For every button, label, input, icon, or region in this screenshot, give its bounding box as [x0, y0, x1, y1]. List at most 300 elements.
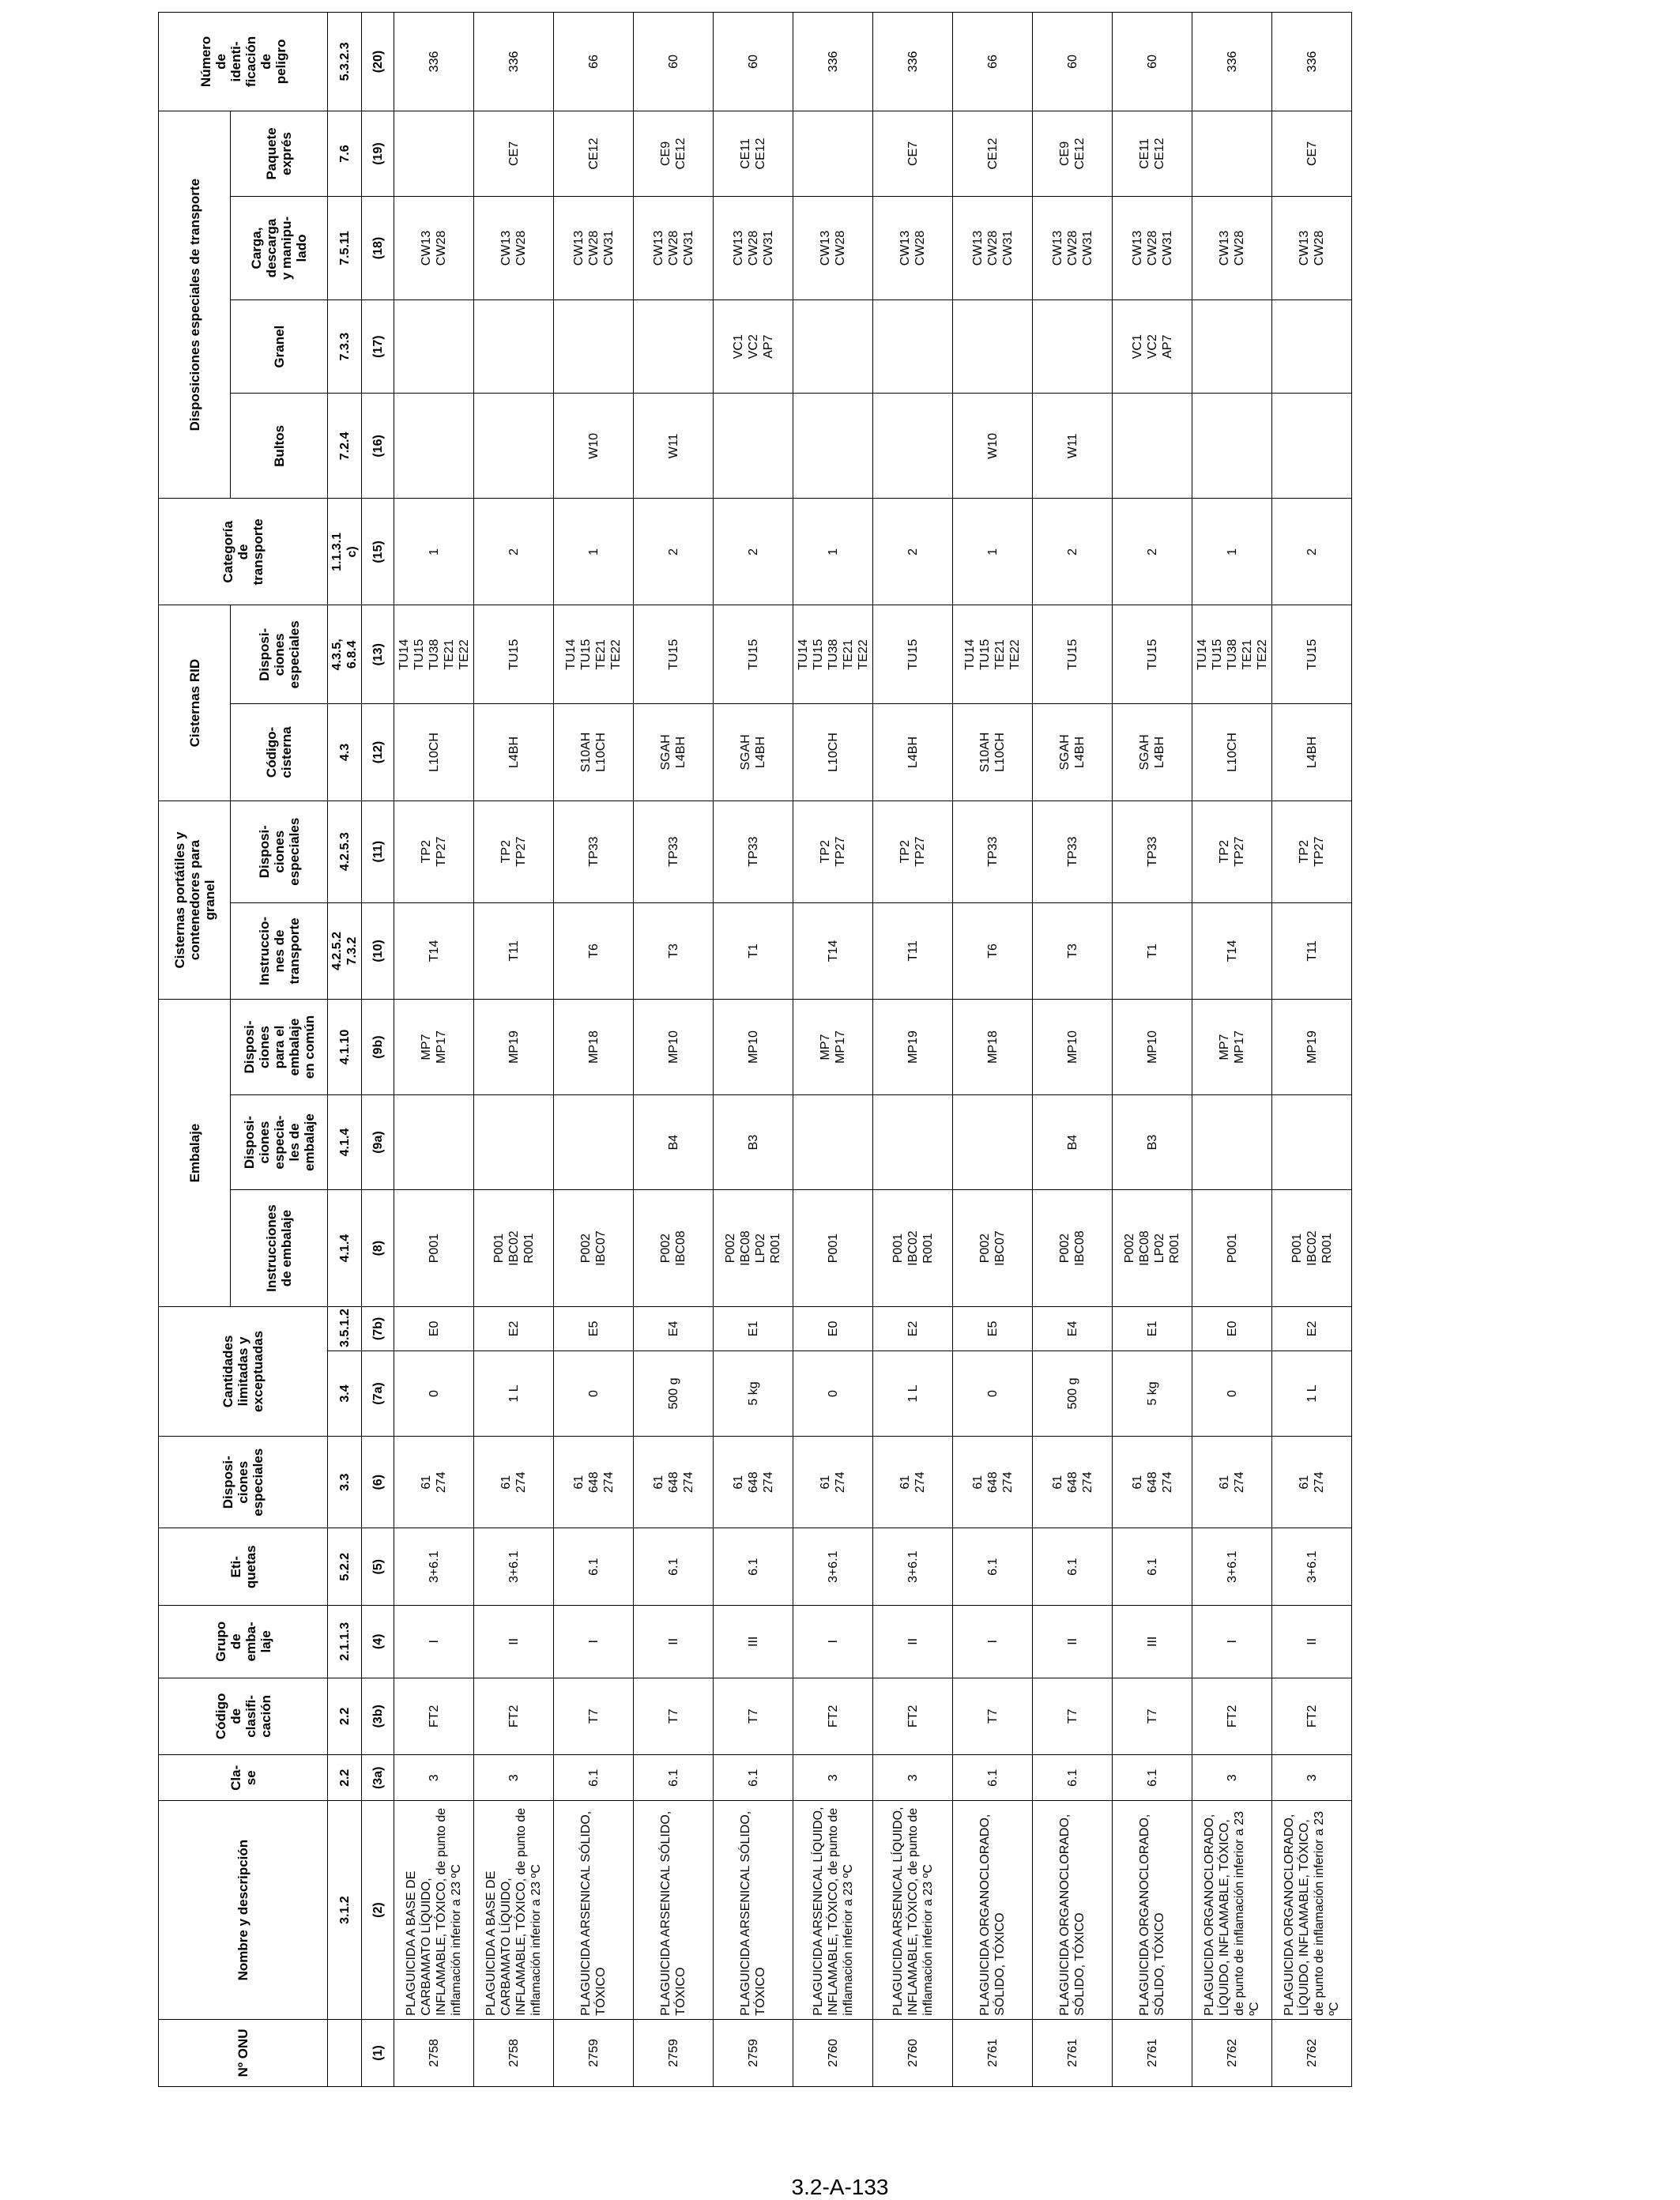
table-cell: TP2 TP27	[1272, 801, 1352, 902]
table-cell	[474, 1094, 554, 1190]
table-cell: TP2 TP27	[873, 801, 953, 902]
cell-name: PLAGUICIDA ORGANOCLORADO, SÓLIDO, TÓXICO	[1113, 1801, 1192, 2019]
table-cell: 1	[953, 499, 1033, 605]
table-cell: 2761	[1113, 2019, 1192, 2086]
table-cell: P001 IBC02 R001	[1272, 1190, 1352, 1307]
header-disp-transp: Disposiciones especiales de transporte	[159, 111, 231, 498]
table-cell: T1	[1113, 902, 1192, 1000]
table-cell: 0	[394, 1351, 474, 1436]
table-cell: TU15	[1272, 605, 1352, 704]
table-cell: B3	[1113, 1094, 1192, 1190]
table-cell: 0	[554, 1351, 634, 1436]
ref-cell: 3.4	[328, 1351, 362, 1436]
table-cell: P001 IBC02 R001	[474, 1190, 554, 1307]
cell-name: PLAGUICIDA ARSENICAL LÍQUIDO, INFLAMABLE, TÓXICO, de punto de inflamación inferior a 23 ºC	[793, 1801, 873, 2019]
table-cell: TU14 TU15 TU38 TE21 TE22	[1192, 605, 1272, 704]
table-cell: FT2	[873, 1678, 953, 1755]
table-cell: L10CH	[793, 704, 873, 801]
table-cell: CW13 CW28 CW31	[1113, 197, 1192, 300]
rotated-table-container	[158, 12, 1454, 2087]
table-cell: T3	[634, 902, 714, 1000]
ref-cell: 4.1.4	[328, 1094, 362, 1190]
table-cell: E2	[1272, 1306, 1352, 1351]
table-cell: I	[793, 1606, 873, 1678]
header-name: Nombre y descripción	[159, 1801, 328, 2019]
table-cell: 61 648 274	[554, 1437, 634, 1528]
table-cell: TU15	[1113, 605, 1192, 704]
table-cell: 3	[1272, 1755, 1352, 1801]
ref-cell: 3.5.1.2	[328, 1306, 362, 1351]
table-cell: 61 648 274	[953, 1437, 1033, 1528]
table-cell	[394, 394, 474, 499]
table-cell: 60	[1113, 13, 1192, 111]
header-carga: Carga, descarga y manipu- lado	[231, 197, 328, 300]
table-cell: TU15	[634, 605, 714, 704]
column-number-cell: (15)	[362, 499, 394, 605]
header-cisternas-rid: Cisternas RID	[159, 605, 231, 801]
table-cell: CW13 CW28	[1272, 197, 1352, 300]
cell-name: PLAGUICIDA A BASE DE CARBAMATO LÍQUIDO, INFLAMABLE, TÓXICO, de punto de inflamación inferior a 23 ºC	[474, 1801, 554, 2019]
column-number-cell: (2)	[362, 1801, 394, 2019]
table-cell	[394, 299, 474, 393]
header-cod-cisterna: Código- cisterna	[231, 704, 328, 801]
table-cell: 61 648 274	[714, 1437, 793, 1528]
table-cell: MP19	[1272, 1000, 1352, 1095]
table-cell: E1	[714, 1306, 793, 1351]
ref-cell: 5.3.2.3	[328, 13, 362, 111]
header-paquete: Paquete exprés	[231, 111, 328, 196]
table-cell: MP7 MP17	[793, 1000, 873, 1095]
table-cell: SGAH L4BH	[634, 704, 714, 801]
table-row	[634, 13, 714, 2087]
table-cell: 2	[873, 499, 953, 605]
table-cell: CE9 CE12	[1033, 111, 1113, 196]
table-cell: 2759	[714, 2019, 793, 2086]
column-number-cell: (11)	[362, 801, 394, 902]
table-cell	[394, 111, 474, 196]
header-disp-esp-emb: Disposi- ciones especia- les de embalaje	[231, 1094, 328, 1190]
cell-name: PLAGUICIDA ARSENICAL SÓLIDO, TÓXICO	[714, 1801, 793, 2019]
column-number-cell: (17)	[362, 299, 394, 393]
ref-cell: 4.1.4	[328, 1190, 362, 1307]
table-cell: 6.1	[1113, 1528, 1192, 1606]
table-cell: B4	[634, 1094, 714, 1190]
table-cell	[1192, 111, 1272, 196]
table-row	[1033, 13, 1113, 2087]
table-cell: FT2	[793, 1678, 873, 1755]
table-cell: W11	[634, 394, 714, 499]
table-row	[1113, 13, 1192, 2087]
cell-name: PLAGUICIDA ARSENICAL SÓLIDO, TÓXICO	[554, 1801, 634, 2019]
table-cell: TP33	[953, 801, 1033, 902]
column-number-cell: (5)	[362, 1528, 394, 1606]
table-row	[873, 13, 953, 2087]
table-row	[714, 13, 793, 2087]
table-cell	[1192, 394, 1272, 499]
table-cell: 3	[793, 1755, 873, 1801]
table-cell: S10AH L10CH	[953, 704, 1033, 801]
table-cell: 2761	[953, 2019, 1033, 2086]
table-cell: TU14 TU15 TU38 TE21 TE22	[793, 605, 873, 704]
table-row	[1272, 13, 1352, 2087]
table-cell: TU15	[1033, 605, 1113, 704]
table-cell: 61 274	[1192, 1437, 1272, 1528]
table-cell: 6.1	[714, 1755, 793, 1801]
table-cell: 2	[1033, 499, 1113, 605]
table-cell: CW13 CW28	[394, 197, 474, 300]
header-embalaje: Embalaje	[159, 1000, 231, 1307]
table-cell: 61 648 274	[1113, 1437, 1192, 1528]
table-cell: 3+6.1	[474, 1528, 554, 1606]
table-cell: 2	[634, 499, 714, 605]
ref-cell: 4.2.5.3	[328, 801, 362, 902]
table-cell: T14	[394, 902, 474, 1000]
table-cell: 336	[1272, 13, 1352, 111]
ref-cell: 2.2	[328, 1678, 362, 1755]
table-cell: TP2 TP27	[394, 801, 474, 902]
table-cell: TU15	[714, 605, 793, 704]
table-cell: CW13 CW28 CW31	[714, 197, 793, 300]
table-cell: 60	[634, 13, 714, 111]
table-cell: 6.1	[953, 1528, 1033, 1606]
table-cell: T11	[873, 902, 953, 1000]
header-un-no: Nº ONU	[159, 2019, 328, 2086]
header-disp-esp-cist: Disposi- ciones especiales	[231, 801, 328, 902]
table-cell: TU15	[873, 605, 953, 704]
table-cell: TP33	[1113, 801, 1192, 902]
table-cell: E0	[793, 1306, 873, 1351]
table-cell	[1272, 1094, 1352, 1190]
ref-cell: 7.5.11	[328, 197, 362, 300]
table-cell: 61 274	[394, 1437, 474, 1528]
header-instr-transp: Instruccio- nes de transporte	[231, 902, 328, 1000]
table-cell: MP7 MP17	[394, 1000, 474, 1095]
table-cell: P001	[793, 1190, 873, 1307]
column-number-cell: (18)	[362, 197, 394, 300]
column-number-cell: (3a)	[362, 1755, 394, 1801]
table-cell: 6.1	[554, 1528, 634, 1606]
table-cell: T7	[953, 1678, 1033, 1755]
table-cell	[474, 299, 554, 393]
table-cell: II	[474, 1606, 554, 1678]
table-cell: I	[1192, 1606, 1272, 1678]
table-cell: 2762	[1272, 2019, 1352, 2086]
table-cell: 3	[1192, 1755, 1272, 1801]
table-cell: 2761	[1033, 2019, 1113, 2086]
table-cell	[1113, 394, 1192, 499]
header-grupo: Grupo de emba- laje	[159, 1606, 328, 1678]
table-cell: T7	[714, 1678, 793, 1755]
table-cell: MP7 MP17	[1192, 1000, 1272, 1095]
table-cell	[714, 394, 793, 499]
table-cell: 336	[793, 13, 873, 111]
table-cell: 1 L	[873, 1351, 953, 1436]
table-cell: P002 IBC08	[634, 1190, 714, 1307]
table-cell: FT2	[474, 1678, 554, 1755]
ref-cell: 5.2.2	[328, 1528, 362, 1606]
table-cell: 2	[1272, 499, 1352, 605]
ref-cell: 4.1.10	[328, 1000, 362, 1095]
table-cell	[793, 299, 873, 393]
table-cell	[474, 394, 554, 499]
table-cell: L10CH	[1192, 704, 1272, 801]
table-cell: 60	[714, 13, 793, 111]
ref-cell: 7.2.4	[328, 394, 362, 499]
table-cell: II	[873, 1606, 953, 1678]
cell-name: PLAGUICIDA ORGANOCLORADO, LÍQUIDO, INFLAMABLE, TÓXICO, de punto de inflamación inferior a 23 ºC	[1272, 1801, 1352, 2019]
table-cell: 2758	[474, 2019, 554, 2086]
table-cell: 6.1	[554, 1755, 634, 1801]
table-cell	[1192, 299, 1272, 393]
header-etiquetas: Eti- quetas	[159, 1528, 328, 1606]
table-cell: L4BH	[474, 704, 554, 801]
column-number-cell: (16)	[362, 394, 394, 499]
table-cell: B4	[1033, 1094, 1113, 1190]
ref-cell	[328, 2019, 362, 2086]
column-number-cell: (6)	[362, 1437, 394, 1528]
table-row	[474, 13, 554, 2087]
table-cell: CE12	[554, 111, 634, 196]
column-number-cell: (19)	[362, 111, 394, 196]
table-cell: MP10	[1113, 1000, 1192, 1095]
table-cell: TP33	[554, 801, 634, 902]
cell-name: PLAGUICIDA ORGANOCLORADO, SÓLIDO, TÓXICO	[1033, 1801, 1113, 2019]
table-cell: SGAH L4BH	[1033, 704, 1113, 801]
table-cell: TP33	[1033, 801, 1113, 902]
table-cell: MP10	[714, 1000, 793, 1095]
table-cell: MP19	[474, 1000, 554, 1095]
table-cell: E1	[1113, 1306, 1192, 1351]
header-categoria: Categoría de transporte	[159, 499, 328, 605]
table-cell: 2759	[634, 2019, 714, 2086]
table-cell: SGAH L4BH	[714, 704, 793, 801]
table-cell: E4	[1033, 1306, 1113, 1351]
table-cell: 2760	[873, 2019, 953, 2086]
table-cell: MP10	[1033, 1000, 1113, 1095]
table-cell: P002 IBC08 LP02 R001	[714, 1190, 793, 1307]
table-row	[554, 13, 634, 2087]
table-cell: TP33	[714, 801, 793, 902]
column-number-cell: (20)	[362, 13, 394, 111]
table-cell: 2	[1113, 499, 1192, 605]
table-cell	[873, 394, 953, 499]
table-cell: 3	[873, 1755, 953, 1801]
table-cell	[1033, 299, 1113, 393]
table-cell	[793, 394, 873, 499]
table-cell	[554, 299, 634, 393]
table-cell: 1	[793, 499, 873, 605]
table-cell: 6.1	[714, 1528, 793, 1606]
table-cell: 1	[1192, 499, 1272, 605]
table-cell: I	[554, 1606, 634, 1678]
ref-cell: 1.1.3.1 c)	[328, 499, 362, 605]
header-cisternas-port: Cisternas portátiles y contenedores para granel	[159, 801, 231, 999]
table-cell: B3	[714, 1094, 793, 1190]
table-cell: 61 274	[1272, 1437, 1352, 1528]
table-cell: P002 IBC07	[953, 1190, 1033, 1307]
table-cell: CE7	[474, 111, 554, 196]
table-cell: 1 L	[474, 1351, 554, 1436]
column-number-cell: (13)	[362, 605, 394, 704]
column-number-cell: (7a)	[362, 1351, 394, 1436]
table-cell: MP18	[554, 1000, 634, 1095]
header-num-peligro: Número de identi- ficación de peligro	[159, 13, 328, 111]
table-cell: 60	[1033, 13, 1113, 111]
table-cell: 3+6.1	[793, 1528, 873, 1606]
table-cell: CE11 CE12	[714, 111, 793, 196]
column-number-cell: (4)	[362, 1606, 394, 1678]
table-cell: T11	[1272, 902, 1352, 1000]
table-cell: T14	[1192, 902, 1272, 1000]
table-cell: 3	[394, 1755, 474, 1801]
header-disp-esp: Disposi- ciones especiales	[159, 1437, 328, 1528]
ref-cell: 7.6	[328, 111, 362, 196]
ref-cell: 3.1.2	[328, 1801, 362, 2019]
table-cell: CE9 CE12	[634, 111, 714, 196]
table-cell: L10CH	[394, 704, 474, 801]
table-cell: 6.1	[1113, 1755, 1192, 1801]
table-cell: 5 kg	[714, 1351, 793, 1436]
header-disp-esp-rid: Disposi- ciones especiales	[231, 605, 328, 704]
table-cell: W11	[1033, 394, 1113, 499]
table-cell: E5	[953, 1306, 1033, 1351]
table-cell: 66	[953, 13, 1033, 111]
table-cell: FT2	[1192, 1678, 1272, 1755]
table-cell: SGAH L4BH	[1113, 704, 1192, 801]
table-cell: 2760	[793, 2019, 873, 2086]
table-cell: III	[1113, 1606, 1192, 1678]
cell-name: PLAGUICIDA A BASE DE CARBAMATO LÍQUIDO, INFLAMABLE, TÓXICO, de punto de inflamación inferior a 23 ºC	[394, 1801, 474, 2019]
table-cell: I	[953, 1606, 1033, 1678]
table-cell: 0	[1192, 1351, 1272, 1436]
table-cell: W10	[953, 394, 1033, 499]
table-cell: P001	[394, 1190, 474, 1307]
table-cell	[1272, 394, 1352, 499]
table-cell: T7	[1113, 1678, 1192, 1755]
column-number-cell: (9a)	[362, 1094, 394, 1190]
table-cell: T7	[554, 1678, 634, 1755]
table-cell	[953, 299, 1033, 393]
table-cell: MP18	[953, 1000, 1033, 1095]
table-cell	[1192, 1094, 1272, 1190]
table-cell: L4BH	[873, 704, 953, 801]
table-cell: E2	[474, 1306, 554, 1351]
header-cantidades: Cantidades limitadas y exceptuadas	[159, 1306, 328, 1436]
table-cell: CE7	[873, 111, 953, 196]
dangerous-goods-table	[158, 12, 1352, 2087]
table-cell	[873, 1094, 953, 1190]
table-cell: W10	[554, 394, 634, 499]
table-cell: CW13 CW28	[1192, 197, 1272, 300]
table-cell: E2	[873, 1306, 953, 1351]
table-cell: CW13 CW28 CW31	[554, 197, 634, 300]
table-cell: TP2 TP27	[474, 801, 554, 902]
column-number-cell: (3b)	[362, 1678, 394, 1755]
table-cell: T7	[634, 1678, 714, 1755]
table-cell: 6.1	[634, 1755, 714, 1801]
table-cell: I	[394, 1606, 474, 1678]
cell-name: PLAGUICIDA ARSENICAL LÍQUIDO, INFLAMABLE, TÓXICO, de punto de inflamación inferior a 23 ºC	[873, 1801, 953, 2019]
table-cell	[793, 1094, 873, 1190]
table-cell	[394, 1094, 474, 1190]
header-clase: Cla- se	[159, 1755, 328, 1801]
table-cell: 2758	[394, 2019, 474, 2086]
ref-cell: 4.3.5, 6.8.4	[328, 605, 362, 704]
table-cell: 3+6.1	[873, 1528, 953, 1606]
table-cell: 6.1	[953, 1755, 1033, 1801]
table-cell: 3+6.1	[394, 1528, 474, 1606]
table-cell: 0	[793, 1351, 873, 1436]
table-cell: 61 274	[474, 1437, 554, 1528]
page-number: 3.2-A-133	[791, 2175, 889, 2199]
table-cell: T7	[1033, 1678, 1113, 1755]
table-cell: 2	[714, 499, 793, 605]
table-cell: P002 IBC07	[554, 1190, 634, 1307]
table-cell: II	[1033, 1606, 1113, 1678]
table-cell: 1	[554, 499, 634, 605]
table-cell: 61 648 274	[1033, 1437, 1113, 1528]
table-cell: 6.1	[1033, 1528, 1113, 1606]
ref-cell: 2.1.1.3	[328, 1606, 362, 1678]
header-bultos: Bultos	[231, 394, 328, 499]
table-cell: L4BH	[1272, 704, 1352, 801]
table-cell: P002 IBC08	[1033, 1190, 1113, 1307]
table-cell	[873, 299, 953, 393]
column-number-cell: (9b)	[362, 1000, 394, 1095]
ref-cell: 7.3.3	[328, 299, 362, 393]
table-body	[394, 13, 1352, 2087]
header-instr-emb: Instrucciones de embalaje	[231, 1190, 328, 1307]
table-cell: E0	[1192, 1306, 1272, 1351]
table-cell	[554, 1094, 634, 1190]
reference-row	[328, 13, 362, 2087]
header-codigo: Código de clasifi- cación	[159, 1678, 328, 1755]
table-cell: CE7	[1272, 111, 1352, 196]
table-cell: FT2	[1272, 1678, 1352, 1755]
table-cell: VC1 VC2 AP7	[1113, 299, 1192, 393]
table-cell: 500 g	[634, 1351, 714, 1436]
table-cell: T6	[953, 902, 1033, 1000]
ref-cell: 4.2.5.2 7.3.2	[328, 902, 362, 1000]
table-cell: 3+6.1	[1272, 1528, 1352, 1606]
header-granel: Granel	[231, 299, 328, 393]
table-cell: CW13 CW28 CW31	[953, 197, 1033, 300]
table-cell: TP33	[634, 801, 714, 902]
cell-name: PLAGUICIDA ORGANOCLORADO, LÍQUIDO, INFLAMABLE, TÓXICO, de punto de inflamación inferior a 23 ºC	[1192, 1801, 1272, 2019]
table-cell	[634, 299, 714, 393]
table-cell: 66	[554, 13, 634, 111]
table-cell: T14	[793, 902, 873, 1000]
ref-cell: 2.2	[328, 1755, 362, 1801]
table-cell: 6.1	[634, 1528, 714, 1606]
table-cell: 5 kg	[1113, 1351, 1192, 1436]
table-cell: 336	[1192, 13, 1272, 111]
table-cell: E5	[554, 1306, 634, 1351]
table-cell: 61 648 274	[634, 1437, 714, 1528]
table-cell: CW13 CW28 CW31	[634, 197, 714, 300]
table-cell: II	[634, 1606, 714, 1678]
table-cell: 1	[394, 499, 474, 605]
table-cell: E0	[394, 1306, 474, 1351]
table-cell: 2762	[1192, 2019, 1272, 2086]
table-cell: 336	[394, 13, 474, 111]
table-cell	[1272, 299, 1352, 393]
table-cell: 336	[474, 13, 554, 111]
table-cell: P001	[1192, 1190, 1272, 1307]
table-row	[1192, 13, 1272, 2087]
table-cell: VC1 VC2 AP7	[714, 299, 793, 393]
table-cell: T3	[1033, 902, 1113, 1000]
